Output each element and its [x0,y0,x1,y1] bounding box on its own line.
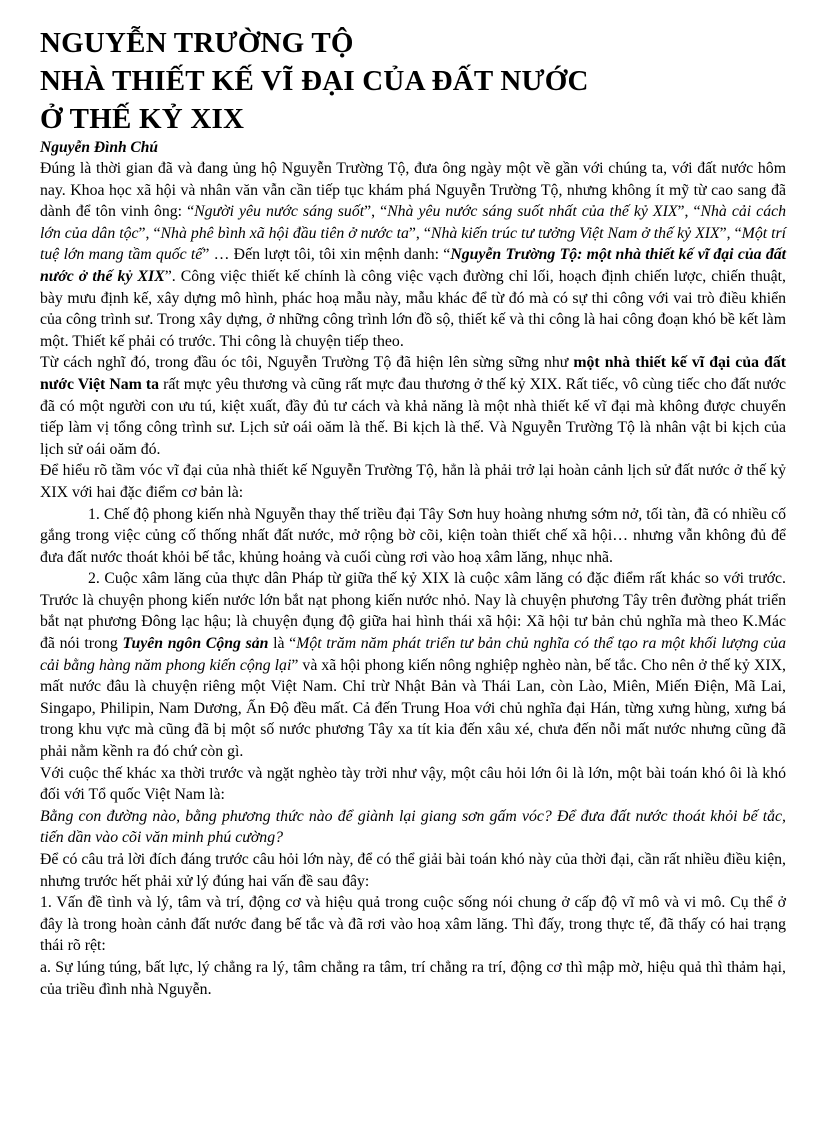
p5-book-title: Tuyên ngôn Cộng sản [122,635,269,653]
p1-text-b: ”. Công việc thiết kế chính là công việc vạch đường chỉ lối, hoạch định chiến lược, chiến thuật, bày mưu định kế, xây dựng mô hình, phác hoạ mẫu này, mẫu khác để từ đó mà có sự thi công với vai trò điều khiển của công trình sư. Trong xây dựng, ở những công trình lớn đồ sộ, thiết kế và thi công là hai công đoạn khó bề kết làm một. Thiết kế phải có trước. Thi công là chuyện tiếp theo. [40,267,786,350]
list-item-1: 1. Chế độ phong kiến nhà Nguyễn thay thế triều đại Tây Sơn huy hoàng nhưng sớm nở, tối tàn, đã có nhiều cố gắng trong việc củng cố thống nhất đất nước, mở rộng bờ cõi, kiện toàn thiết chế xã hội… nhưng vẫn không đủ để đưa đất nước thoát khỏi bế tắc, khủng hoảng và cuối cùng rơi vào hoạ xâm lăng, nhục nhã. [40,505,786,566]
paragraph-2 [40,352,786,460]
author-name: Nguyễn Đình Chú [40,139,159,156]
p1-quote-7: Nguyễn Trường Tộ: một nhà thiết kế vĩ đại của đất nước ở thế kỷ XIX [40,246,787,285]
p2-text-a: Từ cách nghĩ đó, trong đầu óc tôi, Nguyễn Trường Tộ đã hiện lên sừng sững như [40,354,574,372]
p2-text-b: rất mực yêu thương và cũng rất mực đau thương ở thế kỷ XIX. Rất tiếc, vô cùng tiếc cho đất nước đã có một người con ưu tú, kiệt xuất, đầy đủ tư cách và khả năng là một nhà thiết kế vĩ đại mà không được chuyển tiếp làm vị tổng công trình sư. Lịch sử oái oăm là thế. Bi kịch là thế. Và Nguyễn Trường Tộ là nhân vật bi kịch của lịch sử oái oăm đó. [40,375,786,458]
document-page [40,24,786,1000]
p1-quote-6: Một trí tuệ lớn mang tầm quốc tế [40,224,787,264]
paragraph-1 [40,158,786,352]
p5-sep: là “ [268,635,297,653]
p1-sep-3: ”, “ [138,224,161,242]
paragraph-3: Để hiểu rõ tầm vóc vĩ đại của nhà thiết kế Nguyễn Trường Tộ, hẳn là phải trở lại hoàn cảnh lịch sử đất nước ở thế kỷ XIX với hai đặc điểm cơ bản là: [40,462,786,501]
paragraph-8: Để có câu trả lời đích đáng trước câu hỏi lớn này, để có thể giải bài toán khó này của thời đại, cần rất nhiều điều kiện, nhưng trước hết phải xử lý đúng hai vấn đề sau đây: [40,851,786,890]
p1-quote-4: Nhà phê bình xã hội đầu tiên ở nước ta [160,224,409,242]
p1-quote-5: Nhà kiến trúc tư tưởng Việt Nam ở thế kỷ XIX [430,224,720,242]
list-item-2 [40,568,786,762]
question-paragraph: Bằng con đường nào, bằng phương thức nào để giành lại giang sơn gấm vóc? Để đưa đất nước thoát khỏi bế tắc, tiến dần vào cõi văn minh phú cường? [40,807,786,847]
p5-text-a: 2. Cuộc xâm lăng của thực dân Pháp từ giữa thế kỷ XIX là cuộc xâm lăng có đặc điểm rất khác so với trước. Trước là chuyện phong kiến nước lớn bắt nạt phong kiến nước nhỏ. Nay là chuyện phương Tây trên đường phát triển bắt nạt phương Đông lạc hậu; là chuyện đụng độ giữa hai hình thái xã hội: Xã hội tư bản chủ nghĩa mà theo K.Mác đã nói trong [40,570,786,653]
p1-quote-2: Nhà yêu nước sáng suốt nhất của thế kỷ XIX [387,203,678,221]
p1-sep-4: ”, “ [408,224,431,242]
p1-quote-3: Nhà cải cách lớn của dân tộc [40,203,786,242]
p5-quote: Một trăm năm phát triển tư bản chủ nghĩa có thể tạo ra một khối lượng của cải bằng hàng năm phong kiến cộng lại [40,635,787,674]
p1-sep-6: ” … Đến lượt tôi, tôi xin mệnh danh: “ [202,246,451,264]
p1-sep-2: ”, “ [677,203,701,221]
p1-sep-5: ”, “ [719,224,742,242]
paragraph-10: a. Sự lúng túng, bất lực, lý chẳng ra lý, tâm chẳng ra tâm, trí chẳng ra trí, động cơ thì mập mờ, hiệu quả thì thảm hại, của triều đình nhà Nguyễn. [40,958,786,998]
title-line-3: Ở THẾ KỶ XIX [40,103,245,135]
paragraph-9: 1. Vấn đề tình và lý, tâm và trí, động cơ và hiệu quả trong cuộc sống nói chung ở cấp độ vĩ mô và vi mô. Cụ thể ở đây là trong hoàn cảnh đất nước đang bế tắc và đã rơi vào hoạ xâm lăng. Thì đấy, trong thực tế, đã thấy có hai trạng thái rõ rệt: [40,894,786,955]
article-body [40,158,786,1000]
p1-sep-1: ”, “ [364,203,388,221]
p5-text-b: ” và xã hội phong kiến nông nghiệp nghèo nàn, bế tắc. Cho nên ở thế kỷ XIX, mất nước đâu là chuyện riêng một Việt Nam. Chỉ trừ Nhật Bản và Thái Lan, còn Lào, Miên, Miến Điện, Mã Lai, Singapo, Philipin, Nam Dương, Ấn Độ đều mất. Cả đến Trung Hoa với chủ nghĩa đại Hán, từng xưng hùng, xưng bá trong khu vực mà cũng đã bị một số nước phương Tây xa tít kia đến xâu xé, chưa đến nỗi mất nước nhưng cũng đã phải nằm kềnh ra đó chứ còn gì. [40,656,786,761]
title-line-2: NHÀ THIẾT KẾ VĨ ĐẠI CỦA ĐẤT NƯỚC [40,65,589,97]
p1-quote-1: Người yêu nước sáng suốt [194,203,365,221]
p2-bold: một nhà thiết kế vĩ đại của đất nước Việt Nam ta [40,354,787,393]
paragraph-6: Với cuộc thế khác xa thời trước và ngặt nghèo tày trời như vậy, một câu hỏi lớn ôi là lớn, một bài toán khó ôi là khó đối với Tổ quốc Việt Nam là: [40,764,786,804]
p1-text-a: Đúng là thời gian đã và đang ủng hộ Nguyễn Trường Tộ, đưa ông ngày một về gần với chúng ta, với đất nước hôm nay. Khoa học xã hội và nhân văn vẫn cần tiếp tục khám phá Nguyễn Trường Tộ, nhưng không ít mỹ từ cao sang đã dành để tôn vinh ông: “ [40,160,786,221]
title-line-1: NGUYỄN TRƯỜNG TỘ [40,27,354,59]
